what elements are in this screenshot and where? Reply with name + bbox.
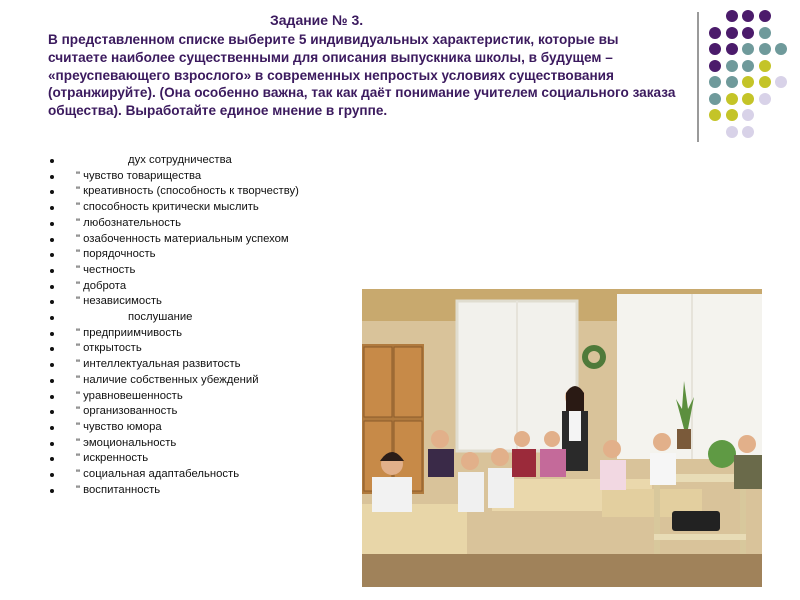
- list-item: дух сотрудничества: [48, 153, 299, 169]
- decorative-dot: [759, 93, 771, 105]
- decorative-dot: [742, 93, 754, 105]
- decorative-dot: [726, 27, 738, 39]
- decorative-dot: [709, 109, 721, 121]
- list-item: " чувство товарищества: [48, 169, 299, 185]
- decorative-dot: [759, 27, 771, 39]
- decorative-dot: [709, 27, 721, 39]
- decorative-dot: [742, 27, 754, 39]
- decorative-dot: [726, 76, 738, 88]
- decorative-dot: [759, 76, 771, 88]
- classroom-photo: [362, 289, 762, 587]
- decorative-dot: [709, 60, 721, 72]
- decorative-dot: [775, 76, 787, 88]
- list-item: " уравновешенность: [48, 389, 299, 405]
- list-item: " воспитанность: [48, 483, 299, 499]
- list-item: " креативность (способность к творчеству): [48, 184, 299, 200]
- decorative-dot: [759, 10, 771, 22]
- decorative-dot: [742, 43, 754, 55]
- list-item: " организованность: [48, 404, 299, 420]
- characteristics-list: [48, 153, 299, 498]
- list-item: " эмоциональность: [48, 436, 299, 452]
- decorative-dot: [726, 93, 738, 105]
- list-item: " социальная адаптабельность: [48, 467, 299, 483]
- decorative-dot: [742, 60, 754, 72]
- decorative-dot: [742, 109, 754, 121]
- list-item: " независимость: [48, 294, 299, 310]
- list-item: " искренность: [48, 451, 299, 467]
- list-item: " честность: [48, 263, 299, 279]
- list-item: " наличие собственных убеждений: [48, 373, 299, 389]
- list-item: " интеллектуальная развитость: [48, 357, 299, 373]
- decorative-dot: [726, 60, 738, 72]
- list-item: " способность критически мыслить: [48, 200, 299, 216]
- decorative-dot: [726, 109, 738, 121]
- decorative-dot: [726, 43, 738, 55]
- decorative-dot: [759, 43, 771, 55]
- decorative-dot: [726, 126, 738, 138]
- decorative-dot: [759, 60, 771, 72]
- list-item: " озабоченность материальным успехом: [48, 232, 299, 248]
- list-item: " чувство юмора: [48, 420, 299, 436]
- decorative-dot: [709, 93, 721, 105]
- divider-line: [697, 12, 699, 142]
- decorative-dot: [709, 43, 721, 55]
- list-item: " открытость: [48, 341, 299, 357]
- slide-title: Задание № 3.: [270, 12, 364, 28]
- list-item: " доброта: [48, 279, 299, 295]
- decorative-dot: [742, 126, 754, 138]
- decorative-dot: [742, 76, 754, 88]
- list-item: послушание: [48, 310, 299, 326]
- task-instructions: В представленном списке выберите 5 индивидуальных характеристик, которые вы считаете наиболее существенными для описания выпускника школы, в будущем – «преуспевающего взрослого» в современных непростых условиях существования (отранжируйте). (Она особенно важна, так как даёт понимание учителем социального заказа общества). Выработайте единое мнение в группе.: [48, 32, 676, 119]
- decorative-dot: [775, 43, 787, 55]
- list-item: " порядочность: [48, 247, 299, 263]
- decorative-dot: [742, 10, 754, 22]
- decorative-dot: [709, 76, 721, 88]
- list-item: " предприимчивость: [48, 326, 299, 342]
- decorative-dot: [726, 10, 738, 22]
- list-item: " любознательность: [48, 216, 299, 232]
